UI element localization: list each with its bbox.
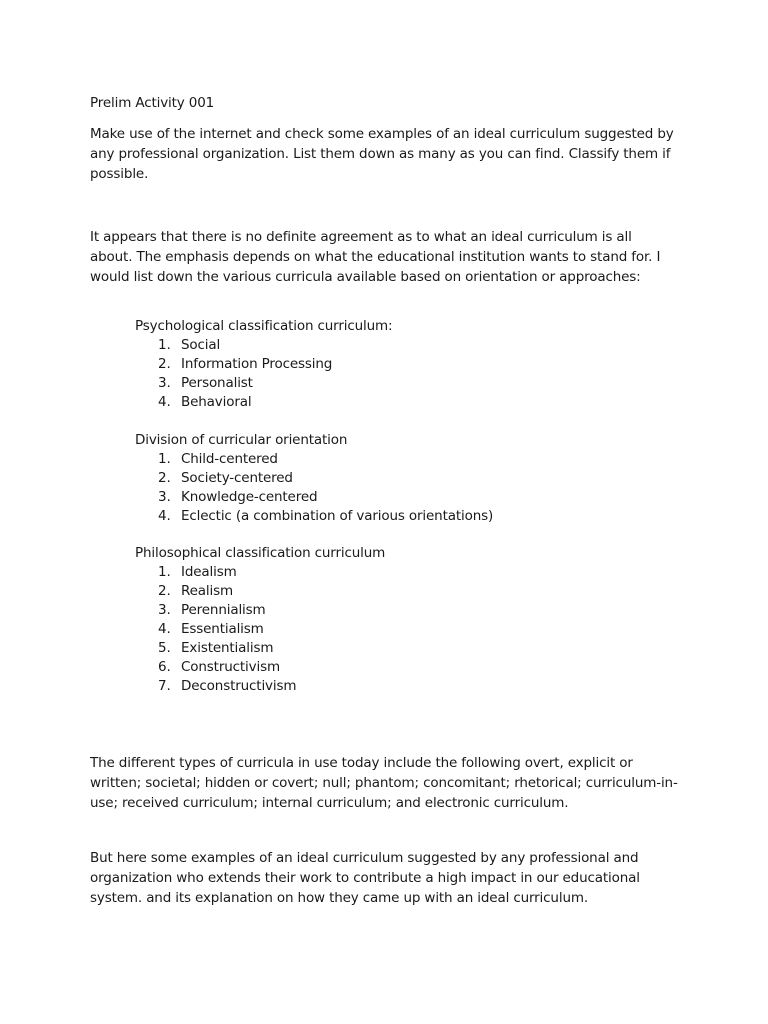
list-item-number: 1. — [158, 451, 171, 467]
list-item — [154, 507, 493, 526]
list-item — [154, 620, 296, 639]
list-item — [154, 658, 296, 677]
list-item-number: 3. — [158, 375, 171, 391]
list-item-number: 1. — [158, 564, 171, 580]
curricular-orientation-list — [154, 450, 493, 526]
philosophical-list — [154, 563, 296, 696]
list-item-text: Essentialism — [181, 621, 264, 637]
list-item — [154, 393, 332, 412]
list-item-text: Personalist — [181, 375, 253, 391]
list-item — [154, 374, 332, 393]
list-item-text: Constructivism — [181, 659, 280, 675]
document-title: Prelim Activity 001 — [90, 95, 215, 111]
list-item-text: Behavioral — [181, 394, 252, 410]
list-item-number: 1. — [158, 337, 171, 353]
list-item-number: 2. — [158, 583, 171, 599]
list-item-text: Social — [181, 337, 221, 353]
list-item-text: Society-centered — [181, 470, 293, 486]
list-item — [154, 639, 296, 658]
list-item-number: 2. — [158, 470, 171, 486]
curricular-orientation-heading: Division of curricular orientation — [135, 432, 348, 448]
list-item-text: Idealism — [181, 564, 237, 580]
list-item — [154, 488, 493, 507]
list-item-text: Realism — [181, 583, 233, 599]
list-item-number: 6. — [158, 659, 171, 675]
list-item-number: 4. — [158, 394, 171, 410]
psychological-list — [154, 336, 332, 412]
list-item — [154, 582, 296, 601]
instructions-paragraph: Make use of the internet and check some examples of an ideal curriculum suggested by any professional organization. List them down as many as you can find. Classify them if possible. — [90, 126, 674, 182]
list-item — [154, 336, 332, 355]
psychological-heading: Psychological classification curriculum: — [135, 318, 393, 334]
intro-paragraph: It appears that there is no definite agreement as to what an ideal curriculum is all about. The emphasis depends on what the educational institution wants to stand for. I would list down the various curricula available based on orientation or approaches: — [90, 229, 661, 285]
list-item — [154, 677, 296, 696]
list-item-text: Existentialism — [181, 640, 274, 656]
list-item-number: 4. — [158, 621, 171, 637]
curricula-types-paragraph: The different types of curricula in use today include the following overt, explicit or written; societal; hidden or covert; null; phantom; concomitant; rhetorical; curriculum-in-use; received curriculum; internal curriculum; and electronic curriculum. — [90, 755, 678, 811]
closing-paragraph: But here some examples of an ideal curriculum suggested by any professional and organization who extends their work to contribute a high impact in our educational system. and its explanation on how they came up with an ideal curriculum. — [90, 850, 640, 906]
list-item — [154, 601, 296, 620]
list-item — [154, 355, 332, 374]
list-item-text: Child-centered — [181, 451, 278, 467]
list-item — [154, 563, 296, 582]
list-item-number: 5. — [158, 640, 171, 656]
list-item-text: Information Processing — [181, 356, 333, 372]
list-item-text: Deconstructivism — [181, 678, 297, 694]
list-item-number: 7. — [158, 678, 171, 694]
list-item-text: Perennialism — [181, 602, 266, 618]
list-item — [154, 450, 493, 469]
list-item-number: 3. — [158, 602, 171, 618]
list-item-number: 2. — [158, 356, 171, 372]
list-item-number: 4. — [158, 508, 171, 524]
list-item-text: Eclectic (a combination of various orientations) — [181, 508, 494, 524]
list-item — [154, 469, 493, 488]
philosophical-heading: Philosophical classification curriculum — [135, 545, 386, 561]
list-item-text: Knowledge-centered — [181, 489, 318, 505]
list-item-number: 3. — [158, 489, 171, 505]
